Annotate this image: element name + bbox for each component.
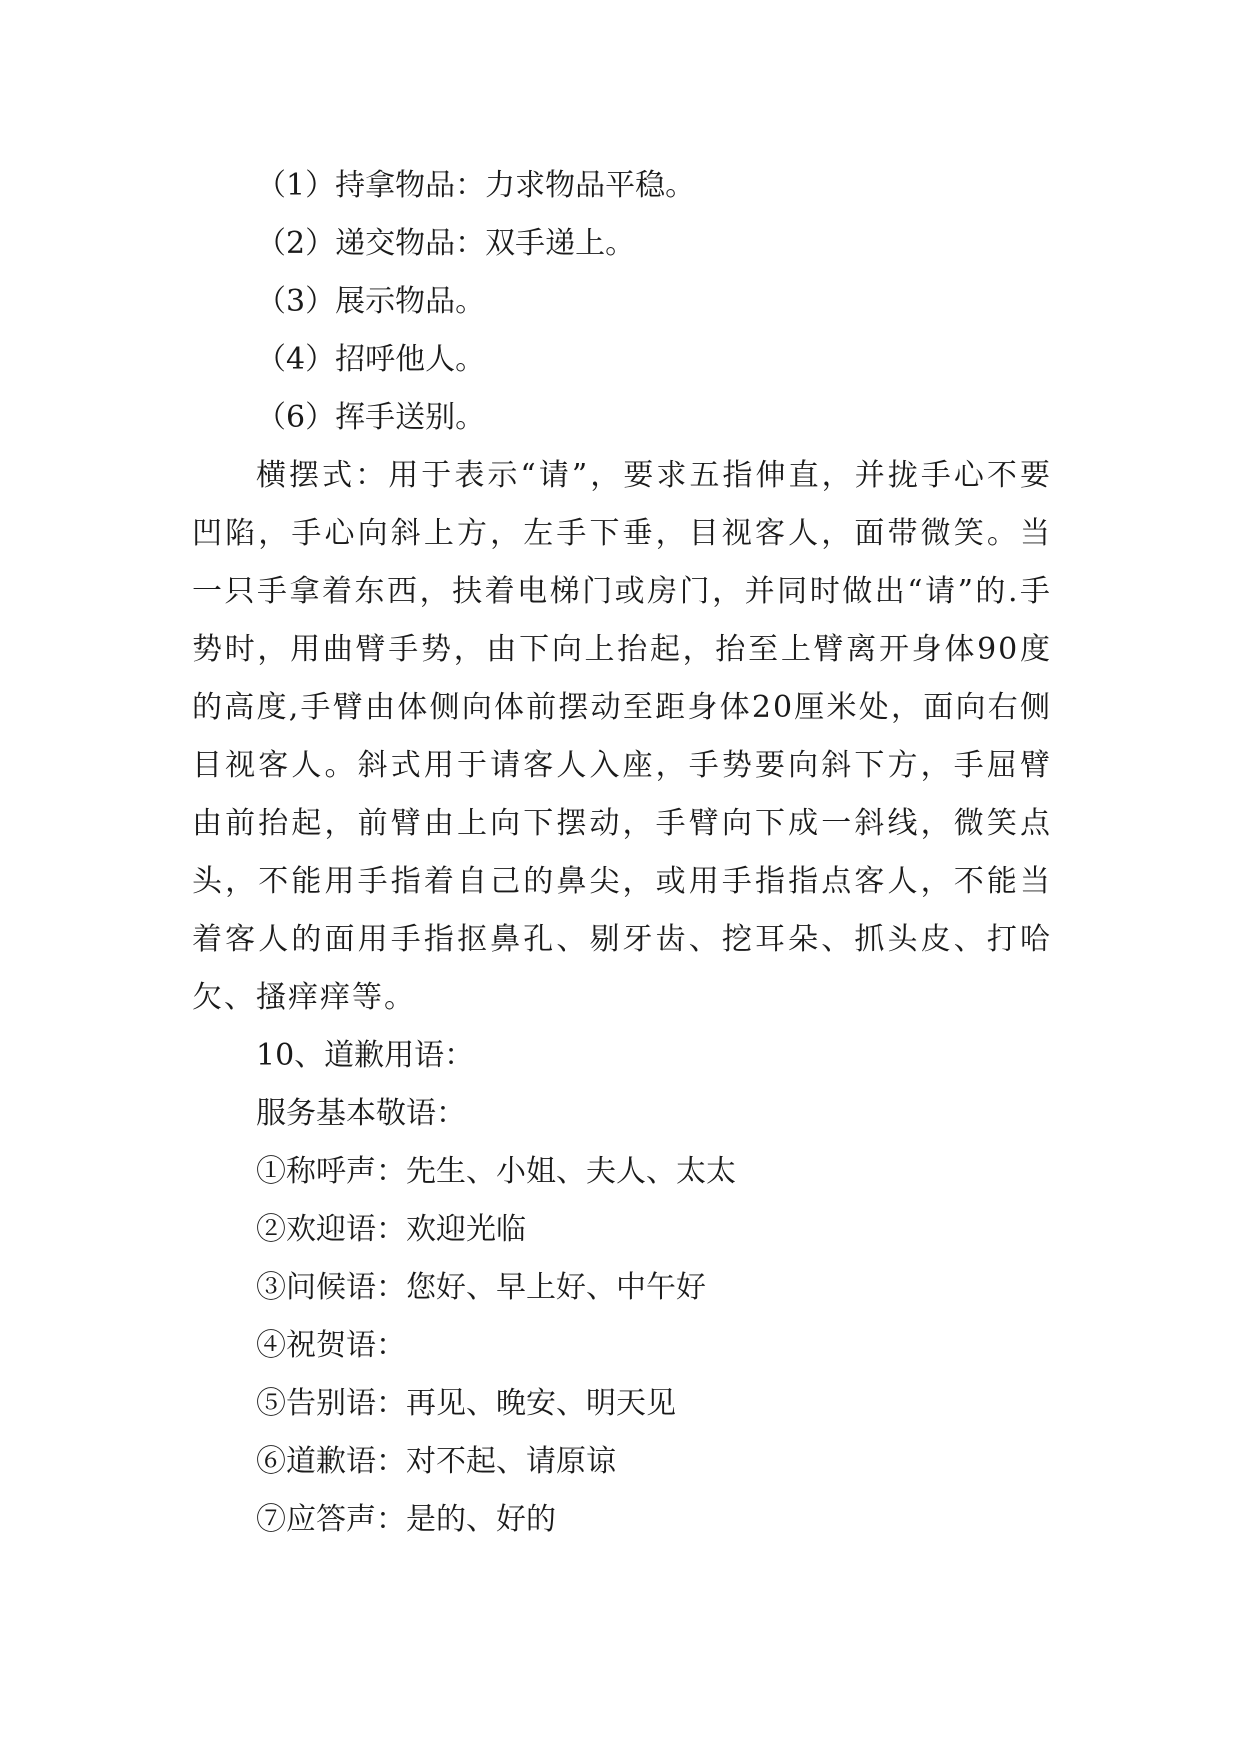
phrase-item: ①称呼声：先生、小姐、夫人、太太 xyxy=(256,1154,736,1189)
phrase-item: ②欢迎语：欢迎光临 xyxy=(256,1212,526,1247)
list-item: （1）持拿物品：力求物品平稳。 xyxy=(256,168,696,203)
subheading: 服务基本敬语： xyxy=(256,1096,466,1131)
document-body xyxy=(192,157,1052,1549)
section-heading: 10、道歉用语： xyxy=(256,1038,475,1073)
list-item: （6）挥手送别。 xyxy=(256,400,486,435)
phrase-item: ③问候语：您好、早上好、中午好 xyxy=(256,1270,706,1305)
phrase-item: ⑥道歉语：对不起、请原谅 xyxy=(256,1444,616,1479)
gesture-paragraph: 横摆式：用于表示“请”，要求五指伸直，并拢手心不要凹陷，手心向斜上方，左手下垂，目视客人，面带微笑。当一只手拿着东西，扶着电梯门或房门，并同时做出“请”的.手势时，用曲臂手势，由下向上抬起，抬至上臂离开身体90度的高度,手臂由体侧向体前摆动至距身体20厘米处，面向右侧目视客人。斜式用于请客人入座，手势要向斜下方，手屈臂由前抬起，前臂由上向下摆动，手臂向下成一斜线，微笑点头，不能用手指着自己的鼻尖，或用手指指点客人，不能当着客人的面用手指抠鼻孔、剔牙齿、挖耳朵、抓头皮、打哈欠、搔痒痒等。 xyxy=(192,458,1052,1015)
phrase-item: ⑤告别语：再见、晚安、明天见 xyxy=(256,1386,676,1421)
phrase-item: ④祝贺语： xyxy=(256,1328,406,1363)
list-item: （3）展示物品。 xyxy=(256,284,486,319)
list-item: （4）招呼他人。 xyxy=(256,342,486,377)
phrase-item: ⑦应答声：是的、好的 xyxy=(256,1502,556,1537)
list-item: （2）递交物品：双手递上。 xyxy=(256,226,636,261)
